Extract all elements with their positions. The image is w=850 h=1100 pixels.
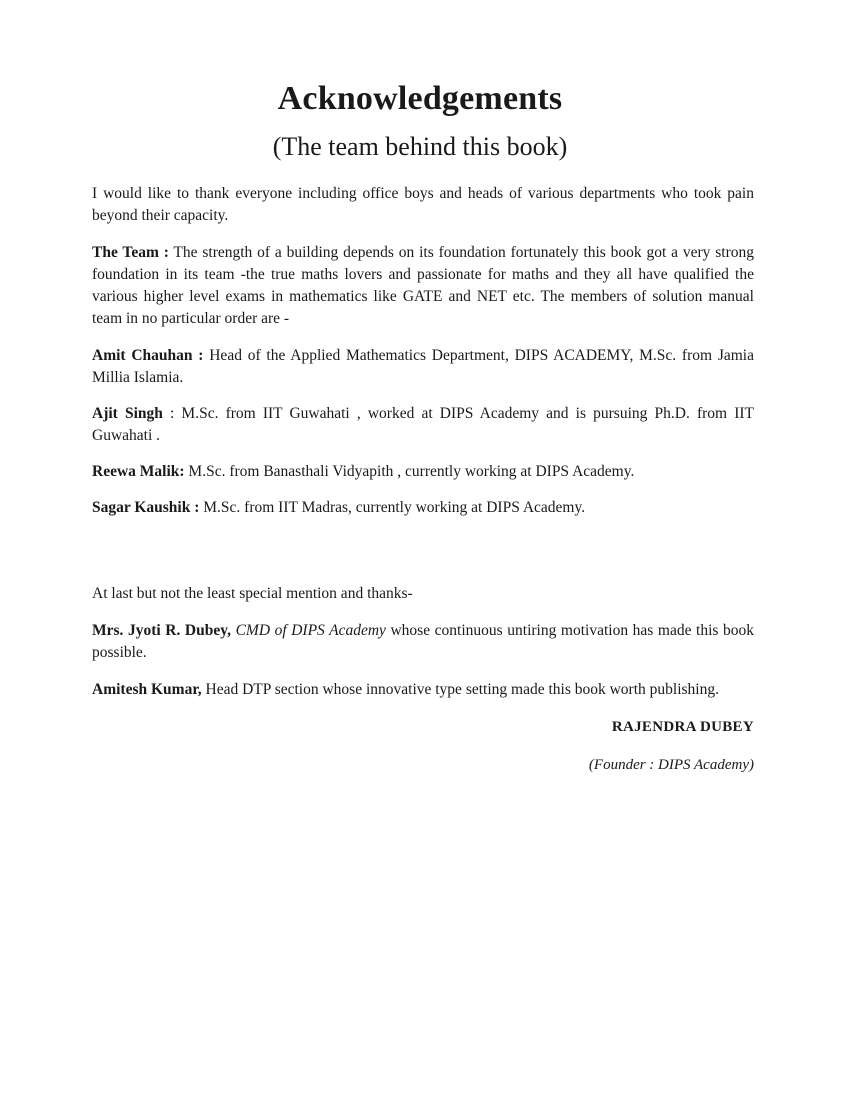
member-text: : M.Sc. from IIT Guwahati , worked at DIPS Academy and is pursuing Ph.D. from IIT Guwahati . <box>92 405 754 444</box>
special-role: CMD of DIPS Academy <box>231 622 386 639</box>
member-ajit <box>92 403 754 447</box>
special-name: Mrs. Jyoti R. Dubey, <box>92 622 232 639</box>
special-text: Head DTP section whose innovative type setting made this book worth publishing. <box>201 681 719 698</box>
member-name: Reewa Malik: <box>92 463 185 480</box>
team-label: The Team : <box>92 244 169 261</box>
thanks-intro: At last but not the least special mention and thanks- <box>92 585 413 602</box>
page-title: Acknowledgements <box>277 80 563 117</box>
spacer <box>92 533 754 583</box>
team-paragraph <box>92 242 754 330</box>
intro-paragraph: I would like to thank everyone including office boys and heads of various departments who took pain beyond their capacity. <box>92 185 754 224</box>
member-amit <box>92 345 754 389</box>
signature-role: (Founder : DIPS Academy) <box>588 757 754 773</box>
member-name: Sagar Kaushik : <box>92 499 200 516</box>
page-subtitle: (The team behind this book) <box>272 132 568 161</box>
member-name: Amit Chauhan : <box>92 347 204 364</box>
member-name: Ajit Singh <box>92 405 163 422</box>
document-body <box>92 183 754 776</box>
member-sagar <box>92 497 754 519</box>
special-amitesh <box>92 679 754 701</box>
member-text: M.Sc. from IIT Madras, currently working at DIPS Academy. <box>199 499 586 516</box>
special-jyoti <box>92 620 754 664</box>
signature-name: RAJENDRA DUBEY <box>611 719 754 735</box>
special-text: whose continuous untiring motivation has made this book possible. <box>92 622 754 661</box>
special-name: Amitesh Kumar, <box>92 681 202 698</box>
member-text: Head of the Applied Mathematics Department, DIPS ACADEMY, M.Sc. from Jamia Millia Islamia. <box>92 347 754 386</box>
member-text: M.Sc. from Banasthali Vidyapith , currently working at DIPS Academy. <box>184 463 635 480</box>
team-text: The strength of a building depends on its foundation fortunately this book got a very strong foundation in its team -the true maths lovers and passionate for maths and they all have qualified the various higher level exams in mathematics like GATE and NET etc. The members of solution manual team in no particular order are - <box>92 244 754 327</box>
member-reewa <box>92 461 754 483</box>
